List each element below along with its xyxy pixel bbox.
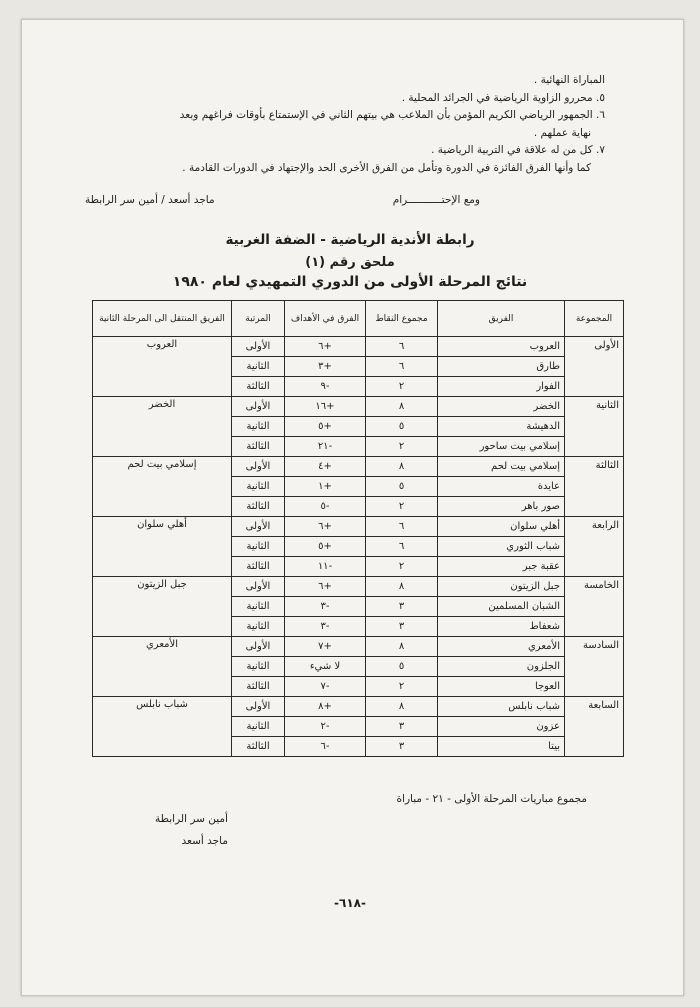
points-cell: ٥ [366, 657, 438, 677]
goal-diff-cell: -٦ [285, 737, 366, 757]
qualified-team-cell: شباب نابلس [93, 697, 232, 757]
intro-line: نهاية عملهم . [533, 126, 591, 139]
points-cell: ٨ [366, 397, 438, 417]
intro-line: ٧. كل من له علاقة في التربية الرياضية . [431, 144, 605, 156]
team-cell: الفوار [438, 377, 565, 397]
goal-diff-cell: -٢ [285, 717, 366, 737]
group-name-cell: الأولى [565, 337, 624, 397]
rank-cell: الثانية [232, 537, 285, 557]
points-cell: ٨ [366, 637, 438, 657]
points-cell: ٣ [366, 597, 438, 617]
team-cell: شباب الثوري [438, 537, 565, 557]
table-row [93, 337, 624, 357]
qualified-team-cell: العروب [93, 337, 232, 397]
team-cell: العوجا [438, 677, 565, 697]
table-row [93, 517, 624, 537]
rank-cell: الثالثة [232, 677, 285, 697]
goal-diff-cell: +٥ [285, 537, 366, 557]
team-cell: شعفاط [438, 617, 565, 637]
points-cell: ٦ [366, 517, 438, 537]
rank-cell: الثانية [232, 597, 285, 617]
goal-diff-cell: +٦ [285, 337, 366, 357]
goal-diff-cell: +٥ [285, 417, 366, 437]
goal-diff-cell: -٣ [285, 597, 366, 617]
results-table [92, 300, 624, 757]
rank-cell: الأولى [232, 577, 285, 597]
intro-text [85, 72, 605, 177]
rank-cell: الثانية [232, 657, 285, 677]
team-cell: بيتا [438, 737, 565, 757]
intro-line: ٦. الجمهور الرياضي الكريم المؤمن بأن الملاعب هي بيتهم الثاني في الإستمتاع بأوقات فراغهم وبعد [179, 109, 605, 121]
table-header-row [93, 301, 624, 337]
team-cell: العروب [438, 337, 565, 357]
header-qualified: الفريق المنتقل الى المرحلة الثانية [93, 301, 232, 337]
signature-row [85, 194, 585, 210]
group-name-cell: الثانية [565, 397, 624, 457]
team-cell: عقبة جبر [438, 557, 565, 577]
header-team: الفريق [438, 301, 565, 337]
rank-cell: الأولى [232, 457, 285, 477]
rank-cell: الثانية [232, 417, 285, 437]
points-cell: ٣ [366, 717, 438, 737]
regards-text: ومع الإحتـــــــــــرام [392, 194, 480, 206]
team-cell: طارق [438, 357, 565, 377]
points-cell: ٢ [366, 377, 438, 397]
points-cell: ٣ [366, 737, 438, 757]
rank-cell: الأولى [232, 397, 285, 417]
points-cell: ٨ [366, 577, 438, 597]
table-row [93, 397, 624, 417]
table-body [93, 337, 624, 757]
team-cell: عزون [438, 717, 565, 737]
goal-diff-cell: +١ [285, 477, 366, 497]
total-matches: مجموع مباريات المرحلة الأولى - ٢١ - مباراة [396, 793, 587, 805]
table-row [93, 457, 624, 477]
league-title: رابطة الأندية الرياضية - الضفة الغربية [225, 232, 475, 248]
qualified-team-cell: الخضر [93, 397, 232, 457]
team-cell: الأمعري [438, 637, 565, 657]
goal-diff-cell: +١٦ [285, 397, 366, 417]
team-cell: عايدة [438, 477, 565, 497]
points-cell: ٥ [366, 477, 438, 497]
team-cell: إسلامي بيت ساحور [438, 437, 565, 457]
team-cell: شباب نابلس [438, 697, 565, 717]
team-cell: الشبان المسلمين [438, 597, 565, 617]
rank-cell: الثالثة [232, 377, 285, 397]
qualified-team-cell: أهلي سلوان [93, 517, 232, 577]
qualified-team-cell: الأمعري [93, 637, 232, 697]
team-cell: إسلامي بيت لحم [438, 457, 565, 477]
team-cell: أهلي سلوان [438, 517, 565, 537]
rank-cell: الثانية [232, 717, 285, 737]
goal-diff-cell: +٦ [285, 517, 366, 537]
team-cell: الجلزون [438, 657, 565, 677]
goal-diff-cell: لا شيء [285, 657, 366, 677]
group-name-cell: الرابعة [565, 517, 624, 577]
rank-cell: الثالثة [232, 497, 285, 517]
goal-diff-cell: +٨ [285, 697, 366, 717]
table-row [93, 637, 624, 657]
results-subtitle: نتائج المرحلة الأولى من الدوري التمهيدي لعام ١٩٨٠ [172, 274, 528, 290]
header-points: مجموع النقاط [366, 301, 438, 337]
goal-diff-cell: -٥ [285, 497, 366, 517]
goal-diff-cell: -٧ [285, 677, 366, 697]
secretary-name: ماجد أسعد [181, 835, 228, 847]
rank-cell: الأولى [232, 337, 285, 357]
page-number: -٦١٨- [334, 896, 366, 910]
goal-diff-cell: -١١ [285, 557, 366, 577]
group-name-cell: الثالثة [565, 457, 624, 517]
table-row [93, 697, 624, 717]
team-cell: الخضر [438, 397, 565, 417]
annex-label: ملحق رقم (١) [305, 255, 395, 270]
points-cell: ٢ [366, 557, 438, 577]
group-name-cell: الخامسة [565, 577, 624, 637]
qualified-team-cell: إسلامي بيت لحم [93, 457, 232, 517]
rank-cell: الأولى [232, 637, 285, 657]
rank-cell: الثالثة [232, 437, 285, 457]
points-cell: ٢ [366, 497, 438, 517]
header-goal-diff: الفرق في الأهداف [285, 301, 366, 337]
team-cell: صور باهر [438, 497, 565, 517]
points-cell: ٦ [366, 337, 438, 357]
secretary-signature [155, 808, 228, 852]
rank-cell: الثانية [232, 617, 285, 637]
points-cell: ٣ [366, 617, 438, 637]
signer-text: ماجد أسعد / أمين سر الرابطة [85, 194, 215, 206]
goal-diff-cell: +٣ [285, 357, 366, 377]
points-cell: ٦ [366, 537, 438, 557]
points-cell: ٨ [366, 697, 438, 717]
rank-cell: الأولى [232, 697, 285, 717]
table-row [93, 577, 624, 597]
points-cell: ٨ [366, 457, 438, 477]
goal-diff-cell: +٤ [285, 457, 366, 477]
goal-diff-cell: -٣ [285, 617, 366, 637]
points-cell: ٢ [366, 677, 438, 697]
rank-cell: الأولى [232, 517, 285, 537]
team-cell: الدهيشة [438, 417, 565, 437]
points-cell: ٢ [366, 437, 438, 457]
points-cell: ٥ [366, 417, 438, 437]
group-name-cell: السادسة [565, 637, 624, 697]
group-name-cell: السابعة [565, 697, 624, 757]
goal-diff-cell: +٦ [285, 577, 366, 597]
rank-cell: الثانية [232, 477, 285, 497]
rank-cell: الثالثة [232, 557, 285, 577]
rank-cell: الثالثة [232, 737, 285, 757]
goal-diff-cell: -٢١ [285, 437, 366, 457]
rank-cell: الثانية [232, 357, 285, 377]
header-group: المجموعة [565, 301, 624, 337]
goal-diff-cell: +٧ [285, 637, 366, 657]
team-cell: جبل الزيتون [438, 577, 565, 597]
secretary-title: أمين سر الرابطة [155, 813, 228, 825]
intro-line: كما وأنها الفرق الفائزة في الدورة وتأمل من الفرق الأخرى الحد والإجتهاد في الدورات القادمة . [182, 161, 591, 174]
intro-line: ٥. محررو الزاوية الرياضية في الجرائد المحلية . [401, 91, 605, 104]
qualified-team-cell: جبل الزيتون [93, 577, 232, 637]
points-cell: ٦ [366, 357, 438, 377]
goal-diff-cell: -٩ [285, 377, 366, 397]
intro-line: المباراة النهائية . [533, 74, 605, 86]
header-rank: المرتبة [232, 301, 285, 337]
